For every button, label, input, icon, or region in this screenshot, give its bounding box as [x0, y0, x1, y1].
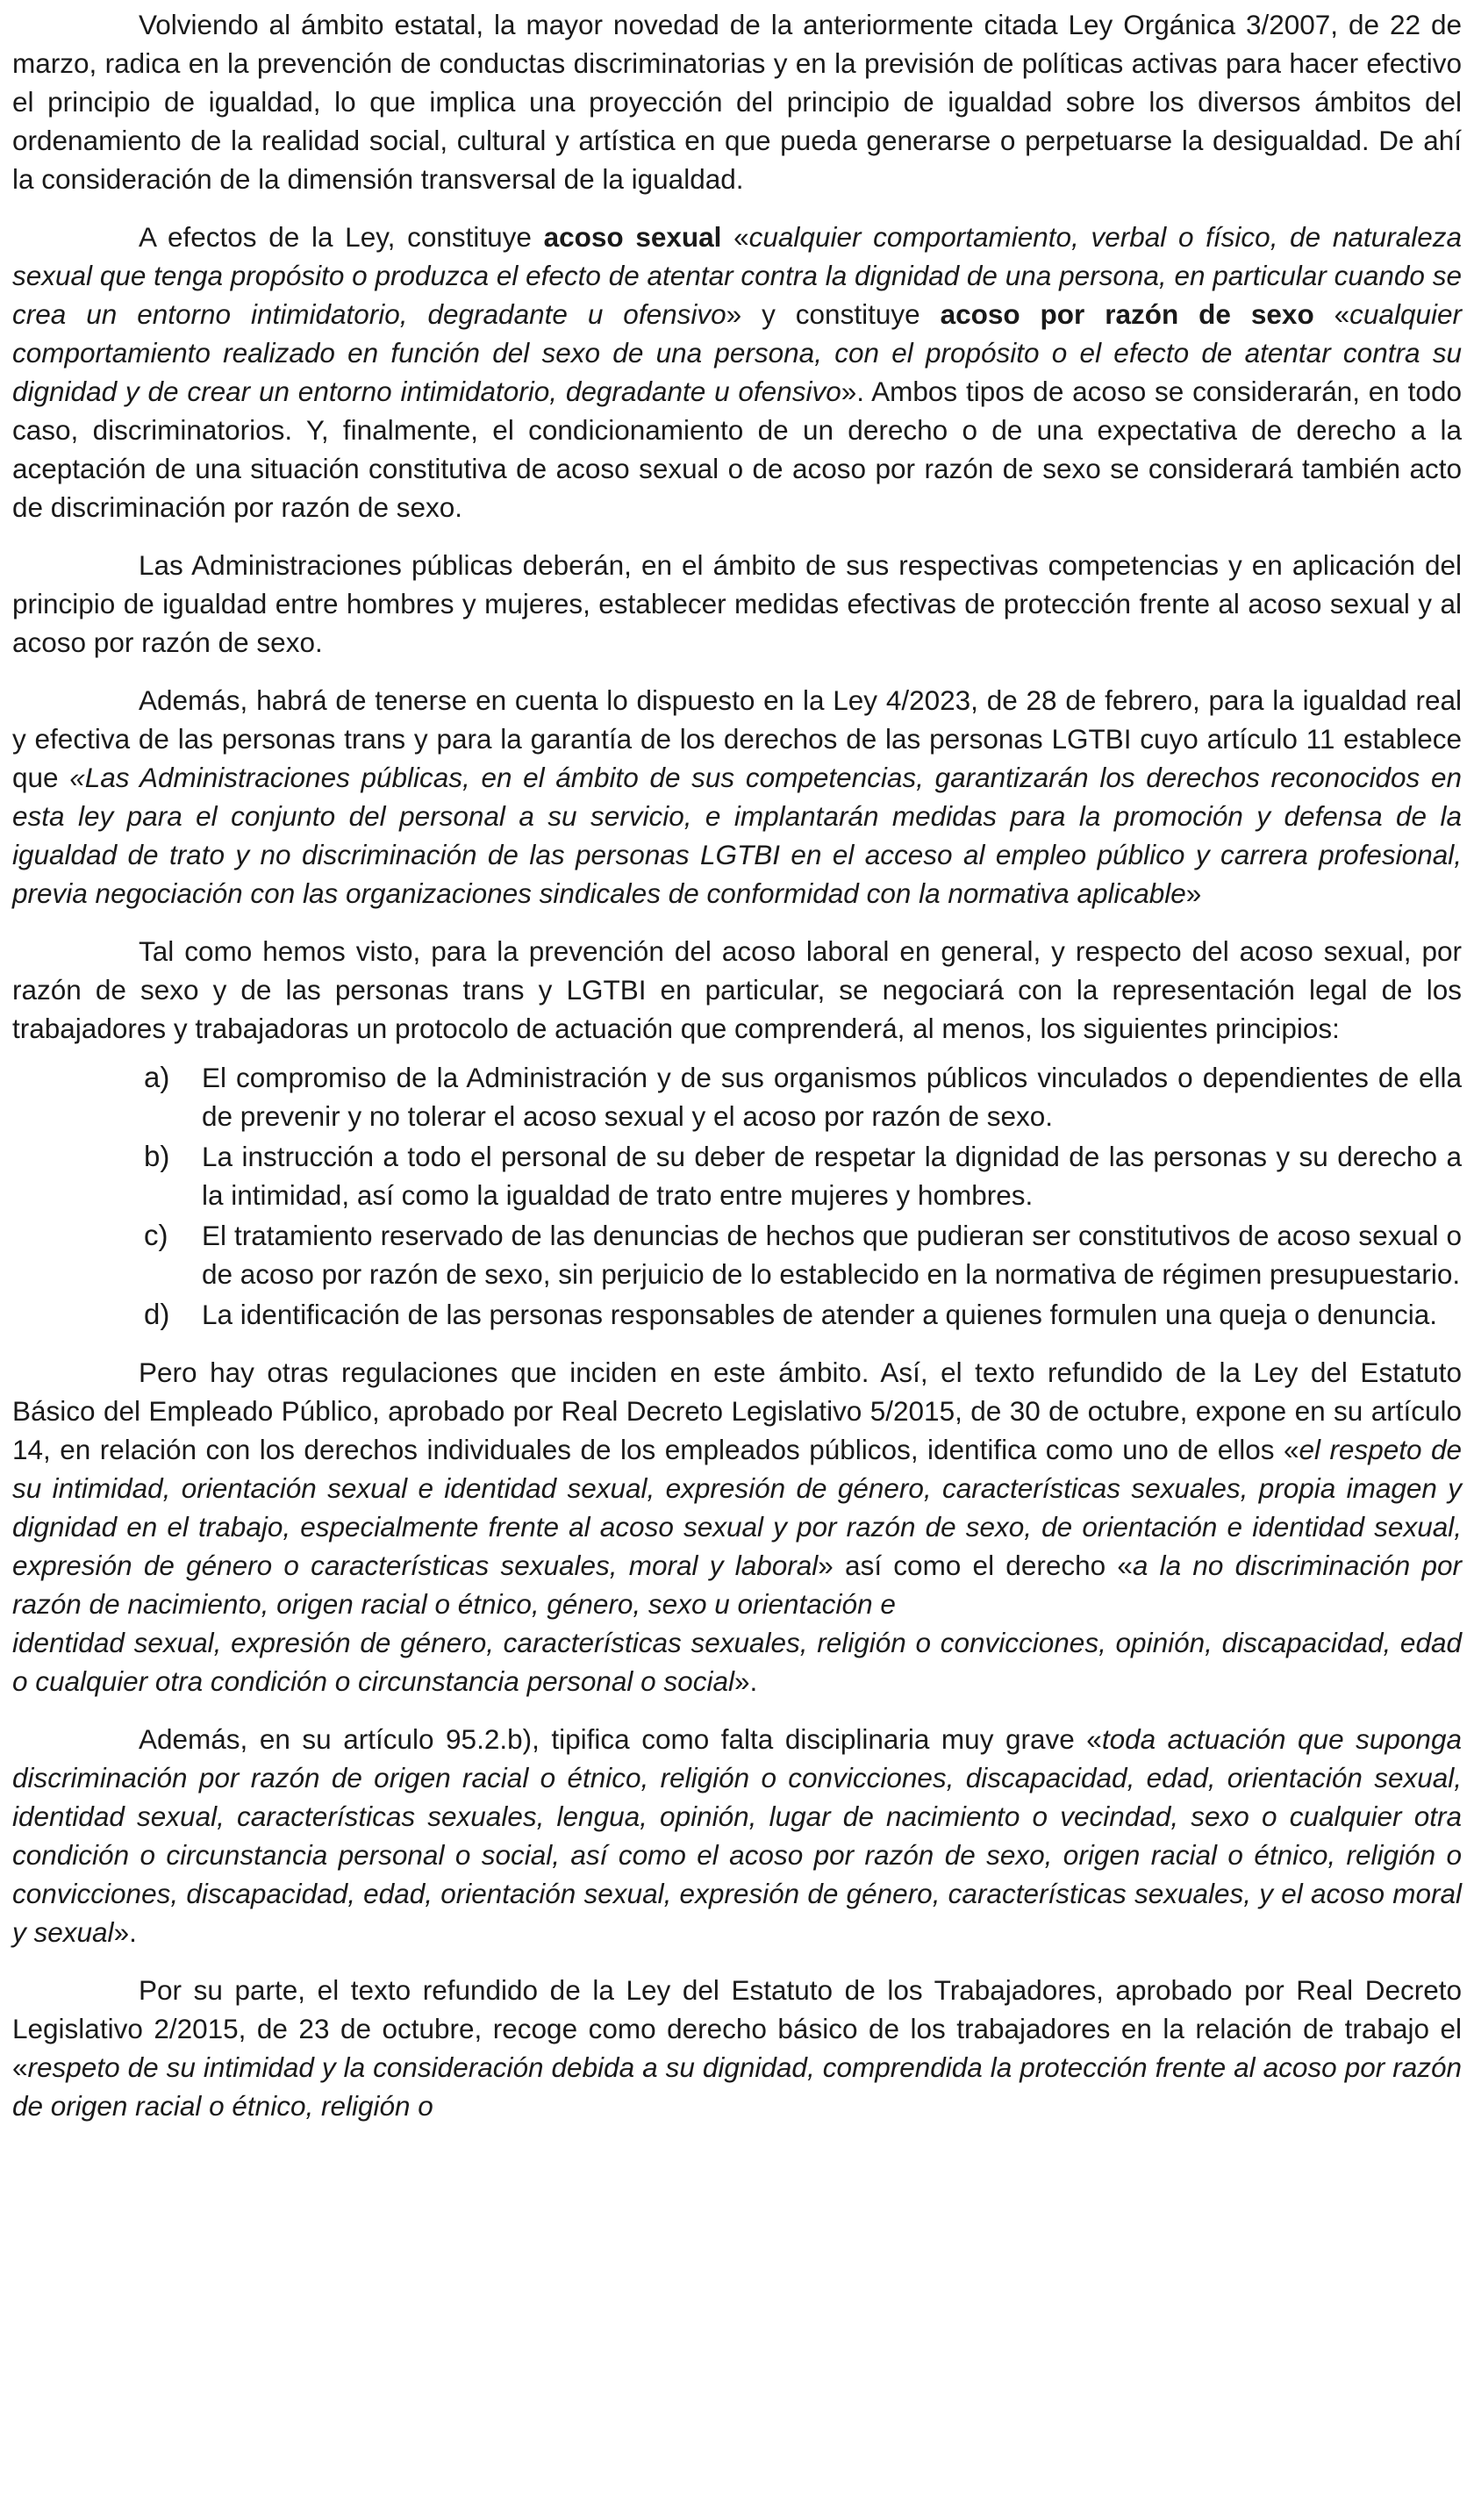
list-item-text: El compromiso de la Administración y de sus organismos públicos vinculados o dependientes de ella de prevenir y no tolerar el acoso sexual y el acoso por razón de sexo. — [202, 1062, 1462, 1132]
list-item — [12, 1295, 1462, 1334]
list-item-text: El tratamiento reservado de las denuncias de hechos que pudieran ser constitutivos de acoso sexual o de acoso por razón de sexo, sin perjuicio de lo establecido en la normativa de régimen presupuestario. — [202, 1220, 1462, 1290]
list-marker: a) — [144, 1061, 170, 1093]
list-marker: d) — [144, 1298, 170, 1330]
text-run: ». — [733, 1665, 758, 1697]
quote-articulo-14-no-discriminacion-cont: identidad sexual, expresión de género, características sexuales, religión o convicciones, opinión, discapacidad, edad o cualquier otra condición o circunstancia personal o social — [12, 1627, 1462, 1697]
list-item-text: La identificación de las personas responsables de atender a quienes formulen una queja o denuncia. — [202, 1299, 1437, 1330]
list-item — [12, 1137, 1462, 1214]
list-marker: b) — [144, 1140, 170, 1172]
principles-list — [12, 1058, 1462, 1334]
quote-acoso-por-razon-de-sexo: cualquier comportamiento realizado en función del sexo de una persona, con el propósito o el efecto de atentar contra su dignidad y de crear un entorno intimidatorio, degradante u ofensivo — [12, 298, 1462, 407]
text-run: » y constituye — [726, 298, 941, 330]
quote-acoso-sexual: cualquier comportamiento, verbal o físico, de naturaleza sexual que tenga propósito o produzca el efecto de atentar contra la dignidad de una persona, en particular cuando se crea un entorno intimidatorio, degradante u ofensivo — [12, 221, 1462, 330]
text-run: ». — [113, 1916, 137, 1948]
list-item-text: La instrucción a todo el personal de su deber de respetar la dignidad de las personas y su derecho a la intimidad, así como la igualdad de trato entre mujeres y hombres. — [202, 1141, 1462, 1211]
quote-articulo-95: toda actuación que suponga discriminación por razón de origen racial o étnico, religión o convicciones, discapacidad, edad, orientación sexual, identidad sexual, características sexuales, lengua, opinión, lugar de nacimiento o vecindad, sexo o cualquier otra condición o circunstancia personal o social, así como el acoso por razón de sexo, origen racial o étnico, religión o convicciones, discapacidad, edad, orientación sexual, expresión de género, características sexuales, y el acoso moral y sexual — [12, 1723, 1462, 1948]
text-run: Por su parte, el texto refundido de la Ley del Estatuto de los Trabajadores, aprobado por Real Decreto Legislativo 2/2015, de 23 de octubre, recoge como derecho básico de los trabajadores en la relación de trabajo el « — [12, 1974, 1462, 2083]
quote-estatuto-trabajadores: respeto de su intimidad y la consideración debida a su dignidad, comprendida la protección frente al acoso por razón de origen racial o étnico, religión o — [12, 2051, 1462, 2122]
paragraph-ley-4-2023 — [12, 681, 1462, 913]
paragraph-acoso-definitions — [12, 218, 1462, 526]
term-acoso-sexual: acoso sexual — [543, 221, 722, 253]
text-run: ». Ambos tipos de acoso se considerarán, en todo caso, discriminatorios. Y, finalmente, el condicionamiento de un derecho o de una expectativa de derecho a la aceptación de una situación constitutiva de acoso sexual o de acoso por razón de sexo se considerará también acto de discriminación por razón de sexo. — [12, 376, 1462, 523]
paragraph-articulo-95 — [12, 1720, 1462, 1951]
text-run: » así como el derecho « — [818, 1550, 1133, 1581]
text-run: Además, en su artículo 95.2.b), tipifica como falta disciplinaria muy grave « — [139, 1723, 1102, 1755]
text-run: Pero hay otras regulaciones que inciden en este ámbito. Así, el texto refundido de la Ley del Estatuto Básico del Empleado Público, aprobado por Real Decreto Legislativo 5/2015, de 30 de octubre, expone en su artículo 14, en relación con los derechos individuales de los empleados públicos, identifica como uno de ellos « — [12, 1357, 1462, 1465]
document-page — [12, 5, 1462, 2144]
paragraph-estatuto-empleado-publico-cont — [12, 1623, 1462, 1700]
text-run: Además, habrá de tenerse en cuenta lo dispuesto en la Ley 4/2023, de 28 de febrero, para la igualdad real y efectiva de las personas trans y para la garantía de los derechos de las personas LGTBI cuyo artículo 11 establece que — [12, 684, 1462, 793]
paragraph-protocolo-intro: Tal como hemos visto, para la prevención del acoso laboral en general, y respecto del acoso sexual, por razón de sexo y de las personas trans y LGTBI en particular, se negociará con la representación legal de los trabajadores y trabajadoras un protocolo de actuación que comprenderá, al menos, los siguientes principios: — [12, 935, 1462, 1044]
paragraph-estatuto-trabajadores — [12, 1971, 1462, 2125]
paragraph-ley-organica-3-2007: Volviendo al ámbito estatal, la mayor novedad de la anteriormente citada Ley Orgánica 3/2007, de 22 de marzo, radica en la prevención de conductas discriminatorias y en la previsión de políticas activas para hacer efectivo el principio de igualdad, lo que implica una proyección del principio de igualdad sobre los diversos ámbitos del ordenamiento de la realidad social, cultural y artística en que pueda generarse o perpetuarse la desigualdad. De ahí la consideración de la dimensión transversal de la igualdad. — [12, 9, 1462, 195]
text-run: « — [1313, 298, 1350, 330]
quote-articulo-14-intimidad: el respeto de su intimidad, orientación sexual e identidad sexual, expresión de género, características sexuales, propia imagen y dignidad en el trabajo, especialmente frente al acoso sexual y por razón de sexo, de orientación e identidad sexual, expresión de género o características sexuales, moral y laboral — [12, 1434, 1462, 1581]
quote-articulo-14-no-discriminacion: a la no discriminación por razón de nacimiento, origen racial o étnico, género, sexo u orientación e — [12, 1550, 1462, 1620]
text-run: A efectos de la Ley, constituye — [139, 221, 544, 253]
list-item — [12, 1058, 1462, 1135]
text-run: » — [1185, 877, 1202, 909]
paragraph-administraciones-publicas: Las Administraciones públicas deberán, en el ámbito de sus respectivas competencias y en aplicación del principio de igualdad entre hombres y mujeres, establecer medidas efectivas de protección frente al acoso sexual y al acoso por razón de sexo. — [12, 549, 1462, 658]
list-item — [12, 1216, 1462, 1293]
list-marker: c) — [144, 1219, 168, 1251]
quote-articulo-11: «Las Administraciones públicas, en el ámbito de sus competencias, garantizarán los derechos reconocidos en esta ley para el conjunto del personal a su servicio, e implantarán medidas para la promoción y defensa de la igualdad de trato y no discriminación de las personas LGTBI en el acceso al empleo público y carrera profesional, previa negociación con las organizaciones sindicales de conformidad con la normativa aplicable — [12, 762, 1462, 909]
paragraph-estatuto-empleado-publico — [12, 1353, 1462, 1623]
text-run: « — [721, 221, 749, 253]
term-acoso-por-razon-de-sexo: acoso por razón de sexo — [940, 298, 1314, 330]
